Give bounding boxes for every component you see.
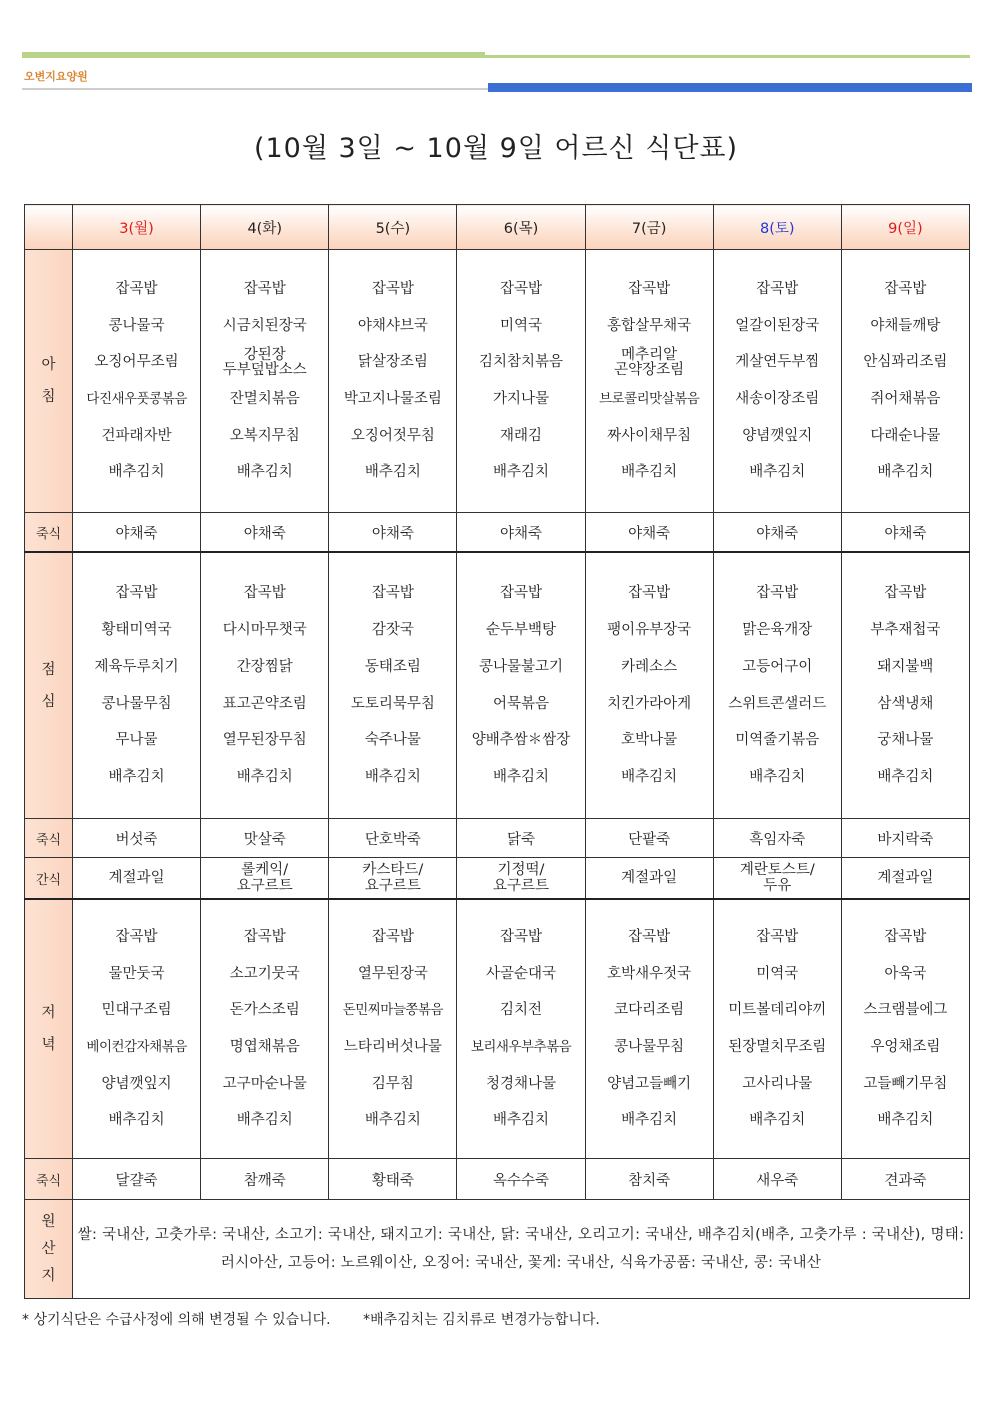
menu-item: 잡곡밥 <box>756 585 799 602</box>
breakfast-label <box>25 250 73 513</box>
menu-item: 재래김 <box>499 427 542 444</box>
menu-item: 닭살장조림 <box>357 354 428 371</box>
menu-item: 양념깻잎지 <box>101 1075 172 1092</box>
menu-item: 야채샤브국 <box>357 317 428 334</box>
menu-item: 청경채나물 <box>485 1075 557 1092</box>
menu-item: 잡곡밥 <box>243 280 286 297</box>
snack-cell: 계절과일 <box>841 858 969 900</box>
breakfast-label-text: 아 침 <box>41 357 56 405</box>
snack-label: 간식 <box>25 858 73 900</box>
menu-item: 잡곡밥 <box>115 280 158 297</box>
breakfast_porridge-cell: 야채죽 <box>713 513 841 553</box>
menu-item: 배추김치 <box>621 768 678 785</box>
menu-item: 코다리조림 <box>614 1002 685 1019</box>
menu-item: 동태조림 <box>364 658 421 675</box>
day-header: 3(월) <box>73 205 201 250</box>
menu-item: 잡곡밥 <box>371 280 414 297</box>
dinner_porridge-cell: 새우죽 <box>713 1159 841 1200</box>
menu-item: 게살연두부찜 <box>735 354 820 371</box>
menu-item: 김치참치볶음 <box>478 354 564 371</box>
menu-item: 무나물 <box>115 732 158 749</box>
corner-cell <box>25 205 73 250</box>
menu-item: 잔멸치볶음 <box>229 391 300 407</box>
dinner-cell <box>841 899 969 1159</box>
menu-item: 표고곤약조림 <box>222 695 307 712</box>
menu-item: 고사리나물 <box>742 1075 813 1092</box>
menu-item: 배추김치 <box>108 768 165 785</box>
breakfast_porridge-label: 죽식 <box>25 513 73 553</box>
snack-cell: 기정떡/ 요구르트 <box>457 858 585 900</box>
page-title: (10월 3일 ~ 10월 9일 어르신 식단표) <box>253 133 739 164</box>
lunch_porridge-cell: 바지락죽 <box>841 819 969 858</box>
menu-item: 잡곡밥 <box>628 928 671 945</box>
menu-item: 오징어젓무침 <box>350 427 435 444</box>
menu-item: 배추김치 <box>877 1112 934 1129</box>
menu-item: 스위트콘샐러드 <box>728 695 827 712</box>
menu-item: 콩나물무침 <box>614 1039 685 1055</box>
menu-item: 잡곡밥 <box>499 585 542 602</box>
header-rule-green-thin <box>22 55 970 58</box>
menu-item: 얼갈이된장국 <box>735 317 820 334</box>
breakfast-cell <box>73 250 201 513</box>
menu-item: 제육두루치기 <box>94 658 179 675</box>
menu-item: 미역줄기볶음 <box>735 732 820 749</box>
menu-item: 짜사이채무침 <box>607 427 692 444</box>
dinner-row <box>25 899 970 1159</box>
menu-item: 궁채나물 <box>877 732 934 749</box>
menu-item: 카레소스 <box>621 658 678 675</box>
menu-item: 콩나물국 <box>108 317 165 334</box>
dinner_porridge-row <box>25 1159 970 1200</box>
dinner_porridge-cell: 달걀죽 <box>73 1159 201 1200</box>
day-header: 9(일) <box>841 205 969 250</box>
menu-item: 콩나물무침 <box>101 695 172 712</box>
menu-item: 시금치된장국 <box>222 317 307 334</box>
menu-item: 가지나물 <box>492 391 549 407</box>
dinner-cell <box>201 899 329 1159</box>
menu-item: 고등어구이 <box>742 658 813 675</box>
menu-item: 김치전 <box>499 1002 542 1019</box>
menu-item: 김무침 <box>371 1075 414 1092</box>
lunch_porridge-row <box>25 819 970 858</box>
snack-cell: 계란토스트/ 두유 <box>713 858 841 900</box>
menu-item: 사골순대국 <box>485 965 557 982</box>
lunch_porridge-cell: 맛살죽 <box>201 819 329 858</box>
menu-item: 안심꽈리조림 <box>863 354 948 371</box>
menu-item: 우엉채조림 <box>870 1039 941 1055</box>
breakfast-cell <box>585 250 713 513</box>
breakfast-cell <box>841 250 969 513</box>
menu-item: 간장찜닭 <box>236 658 293 675</box>
lunch-cell <box>713 552 841 819</box>
menu-item: 고구마순나물 <box>222 1075 307 1092</box>
dinner_porridge-cell: 참깨죽 <box>201 1159 329 1200</box>
menu-item: 소고기뭇국 <box>229 965 300 982</box>
dinner_porridge-cell: 황태죽 <box>329 1159 457 1200</box>
menu-item: 팽이유부장국 <box>607 622 692 639</box>
footnote-kimchi-notice: *배추김치는 김치류로 변경가능합니다. <box>363 1312 600 1328</box>
menu-item: 배추김치 <box>621 464 678 481</box>
menu-item: 배추김치 <box>749 464 806 481</box>
dinner-label <box>25 899 73 1159</box>
menu-item: 명엽채볶음 <box>229 1039 300 1055</box>
menu-item: 맑은육개장 <box>742 622 813 639</box>
menu-item: 메추리알 곤약장조림 <box>614 346 685 378</box>
lunch_porridge-cell: 버섯죽 <box>73 819 201 858</box>
menu-item: 잡곡밥 <box>884 280 927 297</box>
day-header: 8(토) <box>713 205 841 250</box>
menu-item: 배추김치 <box>749 768 806 785</box>
menu-item: 배추김치 <box>621 1112 678 1129</box>
menu-item: 배추김치 <box>364 464 421 481</box>
origin-label <box>25 1200 73 1299</box>
menu-item: 미트볼데리야끼 <box>728 1002 827 1019</box>
lunch-cell <box>201 552 329 819</box>
menu-item: 호박새우젓국 <box>607 965 692 982</box>
menu-item: 양념깻잎지 <box>742 427 813 444</box>
breakfast-cell <box>457 250 585 513</box>
menu-item: 배추김치 <box>108 1112 165 1129</box>
menu-item: 브로콜리맛살볶음 <box>598 391 700 407</box>
menu-item: 치킨가라아게 <box>607 695 692 712</box>
breakfast-row <box>25 250 970 513</box>
menu-item: 잡곡밥 <box>371 585 414 602</box>
menu-item: 잡곡밥 <box>115 928 158 945</box>
menu-item: 다진새우풋콩볶음 <box>86 391 187 407</box>
lunch-cell <box>585 552 713 819</box>
day-header: 6(목) <box>457 205 585 250</box>
dinner-cell <box>329 899 457 1159</box>
menu-item: 돈민찌마늘쫑볶음 <box>342 1002 444 1019</box>
snack-cell: 계절과일 <box>73 858 201 900</box>
menu-item: 고들빼기무침 <box>863 1075 948 1092</box>
dinner-cell <box>585 899 713 1159</box>
lunch-cell <box>841 552 969 819</box>
snack-cell: 카스타드/ 요구르트 <box>329 858 457 900</box>
lunch_porridge-cell: 단팥죽 <box>585 819 713 858</box>
weekly-menu-table <box>24 204 970 1299</box>
menu-item: 양념고들빼기 <box>607 1075 692 1092</box>
dinner_porridge-cell: 옥수수죽 <box>457 1159 585 1200</box>
menu-item: 잡곡밥 <box>884 585 927 602</box>
breakfast_porridge-cell: 야채죽 <box>457 513 585 553</box>
menu-item: 배추김치 <box>749 1112 806 1129</box>
menu-item: 콩나물불고기 <box>478 658 564 675</box>
dinner-cell <box>713 899 841 1159</box>
snack-row <box>25 858 970 900</box>
menu-item: 아욱국 <box>884 965 927 982</box>
breakfast_porridge-row <box>25 513 970 553</box>
header-rule-blue <box>488 83 972 92</box>
menu-item: 호박나물 <box>621 732 678 749</box>
breakfast_porridge-cell: 야채죽 <box>329 513 457 553</box>
lunch-label <box>25 552 73 819</box>
menu-item: 잡곡밥 <box>371 928 414 945</box>
menu-item: 잡곡밥 <box>628 280 671 297</box>
menu-item: 새송이장조림 <box>735 391 820 407</box>
menu-item: 다시마무챗국 <box>222 622 307 639</box>
page-header <box>0 0 992 100</box>
menu-item: 건파래자반 <box>101 427 172 444</box>
day-header: 5(수) <box>329 205 457 250</box>
menu-item: 오복지무침 <box>229 427 300 444</box>
menu-item: 야채들깨탕 <box>870 317 941 334</box>
menu-item: 부추재첩국 <box>870 622 941 639</box>
menu-item: 배추김치 <box>492 768 549 785</box>
menu-item: 돈가스조림 <box>229 1002 300 1019</box>
origin-label-text: 원 산 지 <box>41 1213 56 1284</box>
menu-item: 배추김치 <box>877 768 934 785</box>
origin-info: 쌀: 국내산, 고춧가루: 국내산, 소고기: 국내산, 돼지고기: 국내산, 닭: 국내산, 오리고기: 국내산, 배추김치(배추, 고춧가루 : 국내산), 명태: 러시아산, 고등어: 노르웨이산, 오징어: 국내산, 꽃게: 국내산, 식육가공품: 국내산, 콩: 국내산 <box>73 1200 970 1299</box>
menu-item: 베이컨감자채볶음 <box>86 1039 187 1055</box>
menu-item: 배추김치 <box>364 1112 421 1129</box>
snack-cell: 계절과일 <box>585 858 713 900</box>
menu-item: 잡곡밥 <box>756 928 799 945</box>
dinner-cell <box>457 899 585 1159</box>
day-header: 7(금) <box>585 205 713 250</box>
origin-row <box>25 1200 970 1299</box>
dinner-label-text: 저 녁 <box>41 1005 56 1053</box>
menu-item: 잡곡밥 <box>243 585 286 602</box>
menu-item: 잡곡밥 <box>884 928 927 945</box>
menu-item: 강된장 두부덮밥소스 <box>222 346 307 378</box>
menu-item: 오징어무조림 <box>94 354 179 371</box>
breakfast_porridge-cell: 야채죽 <box>841 513 969 553</box>
menu-item: 잡곡밥 <box>243 928 286 945</box>
menu-item: 양배추쌈＊쌈장 <box>471 732 571 749</box>
menu-item: 잡곡밥 <box>499 280 542 297</box>
menu-item: 잡곡밥 <box>499 928 542 945</box>
menu-item: 열무된장무침 <box>222 732 307 749</box>
menu-item: 황태미역국 <box>101 622 172 639</box>
lunch-cell <box>73 552 201 819</box>
menu-item: 된장멸치무조림 <box>728 1039 827 1055</box>
menu-item: 숙주나물 <box>364 732 421 749</box>
menu-item: 삼색냉채 <box>877 695 934 712</box>
lunch-label-text: 점 심 <box>41 661 56 710</box>
menu-item: 느타리버섯나물 <box>343 1039 442 1055</box>
menu-item: 배추김치 <box>108 464 165 481</box>
menu-item: 잡곡밥 <box>115 585 158 602</box>
day-header-row <box>25 205 970 250</box>
menu-item: 배추김치 <box>364 768 421 785</box>
lunch_porridge-cell: 단호박죽 <box>329 819 457 858</box>
lunch_porridge-cell: 흑임자죽 <box>713 819 841 858</box>
lunch-cell <box>457 552 585 819</box>
snack-cell: 롤케익/ 요구르트 <box>201 858 329 900</box>
dinner_porridge-label: 죽식 <box>25 1159 73 1200</box>
menu-item: 돼지불백 <box>877 658 934 675</box>
lunch-cell <box>329 552 457 819</box>
menu-item: 배추김치 <box>236 464 293 481</box>
lunch_porridge-cell: 닭죽 <box>457 819 585 858</box>
menu-item: 배추김치 <box>236 1112 293 1129</box>
menu-item: 배추김치 <box>877 464 934 481</box>
menu-item: 쥐어채볶음 <box>870 391 941 407</box>
menu-item: 순두부백탕 <box>485 622 557 639</box>
facility-logo: 오변지요양원 <box>24 70 88 83</box>
menu-item: 민대구조림 <box>101 1002 172 1019</box>
menu-item: 박고지나물조림 <box>343 391 442 407</box>
breakfast-cell <box>329 250 457 513</box>
dinner-cell <box>73 899 201 1159</box>
menu-item: 물만둣국 <box>108 965 165 982</box>
menu-item: 도토리묵무침 <box>350 695 435 712</box>
lunch_porridge-label: 죽식 <box>25 819 73 858</box>
menu-item: 보리새우부추볶음 <box>470 1039 572 1055</box>
menu-item: 감잣국 <box>371 622 414 639</box>
footnote-change-notice: * 상기식단은 수급사정에 의해 변경될 수 있습니다. <box>22 1312 331 1328</box>
menu-item: 미역국 <box>756 965 799 982</box>
menu-item: 스크램블에그 <box>863 1002 948 1019</box>
breakfast_porridge-cell: 야채죽 <box>585 513 713 553</box>
breakfast-cell <box>201 250 329 513</box>
menu-item: 열무된장국 <box>357 965 428 982</box>
menu-item: 홍합살무채국 <box>607 317 692 334</box>
menu-item: 배추김치 <box>492 1112 549 1129</box>
menu-item: 배추김치 <box>236 768 293 785</box>
breakfast_porridge-cell: 야채죽 <box>201 513 329 553</box>
header-rule-gray <box>22 88 488 90</box>
breakfast-cell <box>713 250 841 513</box>
menu-item: 배추김치 <box>492 464 549 481</box>
menu-item: 다래순나물 <box>870 427 941 444</box>
menu-item: 미역국 <box>499 317 542 334</box>
menu-item: 어묵볶음 <box>492 695 549 712</box>
dinner_porridge-cell: 견과죽 <box>841 1159 969 1200</box>
menu-item: 잡곡밥 <box>756 280 799 297</box>
dinner_porridge-cell: 참치죽 <box>585 1159 713 1200</box>
footnotes <box>22 1309 628 1329</box>
lunch-row <box>25 552 970 819</box>
breakfast_porridge-cell: 야채죽 <box>73 513 201 553</box>
menu-item: 잡곡밥 <box>628 585 671 602</box>
day-header: 4(화) <box>201 205 329 250</box>
